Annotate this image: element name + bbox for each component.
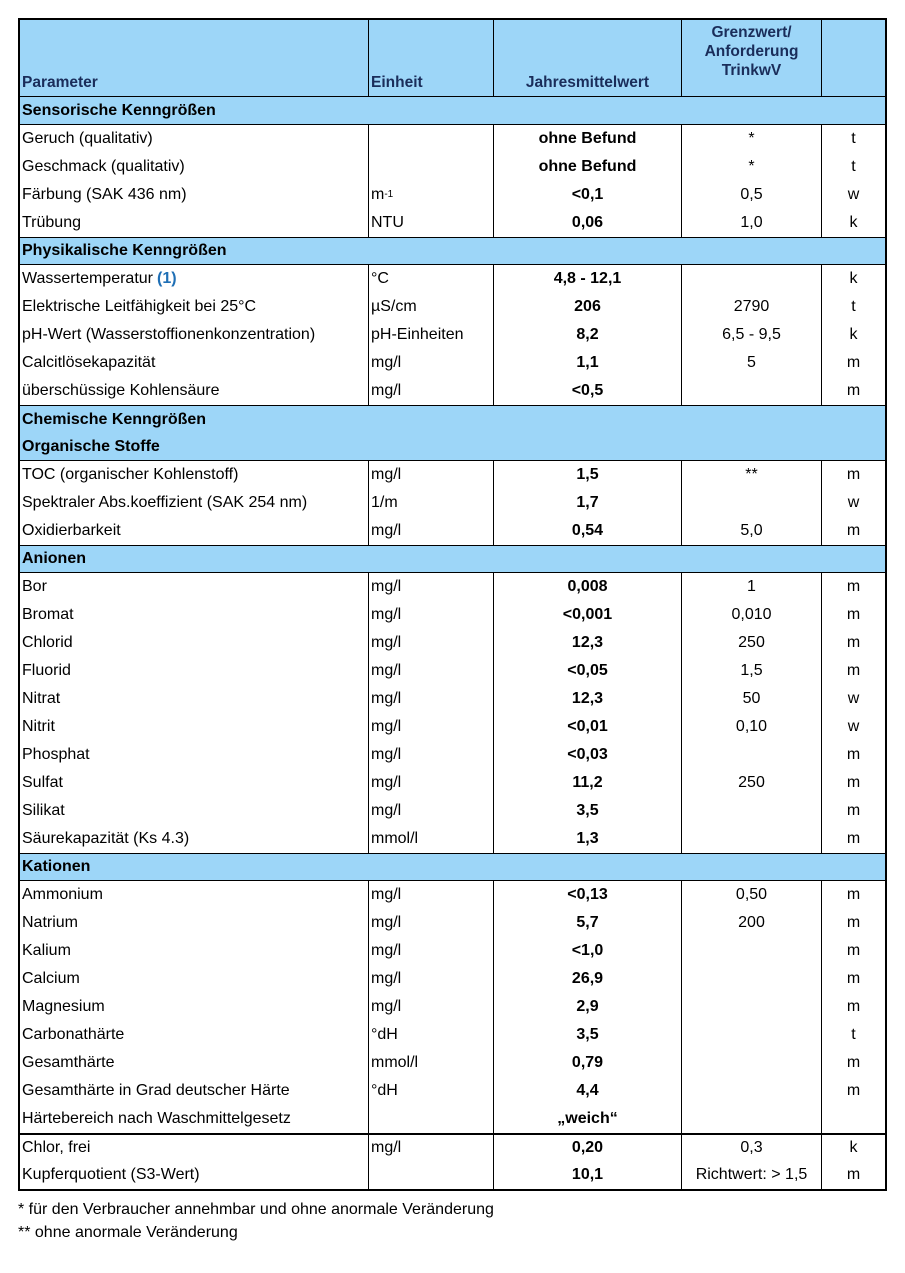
cell-value: 1,5 <box>494 461 682 489</box>
cell-unit: mg/l <box>369 797 494 825</box>
section-organisch: Organische Stoffe <box>20 433 885 461</box>
cell-limit <box>682 937 822 965</box>
cell-code: m <box>846 466 861 483</box>
cell-parameter <box>20 909 369 937</box>
cell-unit <box>369 153 494 181</box>
table-row <box>20 1049 885 1077</box>
cell-value: 1,1 <box>494 349 682 377</box>
footnote-ref: (1) <box>157 270 177 287</box>
cell-limit: 5,0 <box>682 517 822 545</box>
cell-code: m <box>846 1166 861 1183</box>
parameter-label: Säurekapazität (Ks 4.3) <box>22 830 190 847</box>
parameter-label: überschüssige Kohlensäure <box>22 382 220 399</box>
cell-code: w <box>847 494 860 511</box>
cell-limit: 0,010 <box>682 601 822 629</box>
cell-code: k <box>849 1139 858 1156</box>
table-row <box>20 713 885 741</box>
parameter-label: Gesamthärte in Grad deutscher Härte <box>22 1082 290 1099</box>
cell-parameter <box>20 573 369 601</box>
cell-parameter <box>20 601 369 629</box>
parameter-label: Sulfat <box>22 774 63 791</box>
cell-code: m <box>846 746 861 763</box>
cell-unit <box>369 1105 494 1133</box>
cell-limit <box>682 1105 822 1133</box>
cell-parameter <box>20 1135 369 1161</box>
parameter-label: Nitrit <box>22 718 55 735</box>
cell-limit <box>682 825 822 853</box>
cell-parameter <box>20 1077 369 1105</box>
table-row <box>20 797 885 825</box>
parameter-label: Chlorid <box>22 634 73 651</box>
cell-value: 1,7 <box>494 489 682 517</box>
cell-code: w <box>847 718 860 735</box>
cell-unit: °dH <box>369 1077 494 1105</box>
cell-parameter <box>20 657 369 685</box>
cell-value: ohne Befund <box>494 125 682 153</box>
cell-value: 0,06 <box>494 209 682 237</box>
cell-parameter <box>20 1021 369 1049</box>
cell-limit: 0,3 <box>682 1135 822 1161</box>
cell-parameter <box>20 293 369 321</box>
parameter-label: Kalium <box>22 942 71 959</box>
cell-code: w <box>847 690 860 707</box>
cell-code: t <box>851 158 856 175</box>
cell-code: t <box>851 1026 856 1043</box>
cell-parameter <box>20 769 369 797</box>
parameter-label: Elektrische Leitfähigkeit bei 25°C <box>22 298 257 315</box>
parameter-label: Chlor, frei <box>22 1139 91 1156</box>
cell-limit: 250 <box>682 629 822 657</box>
cell-limit: ** <box>682 461 822 489</box>
cell-limit <box>682 965 822 993</box>
table-row <box>20 993 885 1021</box>
cell-unit: mg/l <box>369 573 494 601</box>
cell-code: m <box>846 998 861 1015</box>
cell-unit: °dH <box>369 1021 494 1049</box>
header-grenzwert: Grenzwert/ Anforderung TrinkwV <box>682 20 822 96</box>
cell-code: m <box>846 970 861 987</box>
cell-value: 3,5 <box>494 797 682 825</box>
table-row <box>20 181 885 209</box>
cell-value: ohne Befund <box>494 153 682 181</box>
cell-unit: °C <box>369 265 494 293</box>
parameter-label: TOC (organischer Kohlenstoff) <box>22 466 239 483</box>
cell-code: t <box>851 130 856 147</box>
table-row <box>20 489 885 517</box>
header-einheit: Einheit <box>369 20 494 96</box>
parameter-label: pH-Wert (Wasserstoffionenkonzentration) <box>22 326 316 343</box>
cell-code: m <box>846 1082 861 1099</box>
cell-unit: mg/l <box>369 769 494 797</box>
cell-code: m <box>846 522 861 539</box>
parameter-label: Phosphat <box>22 746 90 763</box>
cell-code: m <box>846 382 861 399</box>
cell-code: m <box>846 662 861 679</box>
table-row <box>20 601 885 629</box>
cell-code: m <box>846 634 861 651</box>
section-chemisch: Chemische Kenngrößen <box>20 405 885 433</box>
footnote-2: ** ohne anormale Veränderung <box>18 1224 238 1241</box>
table-row <box>20 517 885 545</box>
cell-value: 5,7 <box>494 909 682 937</box>
table-row <box>20 1105 885 1133</box>
table-row <box>20 1021 885 1049</box>
cell-limit <box>682 1077 822 1105</box>
cell-unit: µS/cm <box>369 293 494 321</box>
cell-parameter <box>20 265 369 293</box>
cell-limit: 250 <box>682 769 822 797</box>
cell-value: 4,8 - 12,1 <box>494 265 682 293</box>
parameter-label: Oxidierbarkeit <box>22 522 121 539</box>
cell-value: 11,2 <box>494 769 682 797</box>
cell-value: 12,3 <box>494 685 682 713</box>
header-extra <box>822 20 885 96</box>
parameter-label: Trübung <box>22 214 81 231</box>
cell-code: m <box>846 1054 861 1071</box>
parameter-label: Geschmack (qualitativ) <box>22 158 185 175</box>
parameter-label: Wassertemperatur <box>22 270 153 287</box>
cell-parameter <box>20 713 369 741</box>
cell-unit: mmol/l <box>369 825 494 853</box>
table-row <box>20 321 885 349</box>
cell-code: w <box>847 186 860 203</box>
cell-unit: mg/l <box>369 937 494 965</box>
cell-limit: 1,0 <box>682 209 822 237</box>
cell-limit: * <box>682 153 822 181</box>
cell-parameter <box>20 377 369 405</box>
cell-limit <box>682 489 822 517</box>
cell-unit: mg/l <box>369 657 494 685</box>
table-row <box>20 153 885 181</box>
cell-unit: mg/l <box>369 349 494 377</box>
parameter-label: Ammonium <box>22 886 103 903</box>
cell-code: m <box>846 802 861 819</box>
cell-value: 10,1 <box>494 1161 682 1189</box>
cell-value: <1,0 <box>494 937 682 965</box>
cell-limit <box>682 265 822 293</box>
cell-parameter <box>20 461 369 489</box>
table-row <box>20 461 885 489</box>
cell-parameter <box>20 349 369 377</box>
cell-unit: mg/l <box>369 713 494 741</box>
cell-unit <box>369 1161 494 1189</box>
cell-parameter <box>20 489 369 517</box>
parameter-label: Silikat <box>22 802 65 819</box>
table-row <box>20 1077 885 1105</box>
table-row <box>20 937 885 965</box>
cell-limit <box>682 797 822 825</box>
cell-limit <box>682 1049 822 1077</box>
cell-limit <box>682 377 822 405</box>
cell-parameter <box>20 517 369 545</box>
cell-code: m <box>846 886 861 903</box>
cell-limit: 1,5 <box>682 657 822 685</box>
cell-limit: 6,5 - 9,5 <box>682 321 822 349</box>
cell-parameter <box>20 993 369 1021</box>
parameter-label: Geruch (qualitativ) <box>22 130 153 147</box>
cell-parameter <box>20 321 369 349</box>
cell-unit: mg/l <box>369 461 494 489</box>
cell-unit: mg/l <box>369 685 494 713</box>
parameter-label: Kupferquotient (S3-Wert) <box>22 1166 200 1183</box>
cell-limit: 1 <box>682 573 822 601</box>
cell-value: 0,20 <box>494 1135 682 1161</box>
table-row <box>20 125 885 153</box>
cell-limit <box>682 1021 822 1049</box>
section-kationen: Kationen <box>20 853 885 881</box>
section-sensorisch: Sensorische Kenngrößen <box>20 97 885 125</box>
parameter-label: Bromat <box>22 606 74 623</box>
table-row <box>20 825 885 853</box>
cell-unit: mg/l <box>369 965 494 993</box>
cell-value: <0,13 <box>494 881 682 909</box>
table-row <box>20 909 885 937</box>
cell-parameter <box>20 125 369 153</box>
cell-code: m <box>846 606 861 623</box>
footnote-1: * für den Verbraucher annehmbar und ohne anormale Veränderung <box>18 1201 494 1218</box>
cell-code: k <box>849 326 858 343</box>
cell-limit: 50 <box>682 685 822 713</box>
cell-value: 26,9 <box>494 965 682 993</box>
cell-code <box>822 1105 885 1133</box>
cell-unit: NTU <box>369 209 494 237</box>
section-physikalisch: Physikalische Kenngrößen <box>20 237 885 265</box>
parameter-label: Spektraler Abs.koeffizient (SAK 254 nm) <box>22 494 308 511</box>
cell-parameter <box>20 209 369 237</box>
cell-parameter <box>20 741 369 769</box>
cell-parameter <box>20 181 369 209</box>
parameter-label: Gesamthärte <box>22 1054 115 1071</box>
cell-limit: 0,5 <box>682 181 822 209</box>
table-row <box>20 881 885 909</box>
cell-unit: mg/l <box>369 909 494 937</box>
parameter-label: Magnesium <box>22 998 105 1015</box>
cell-value: „weich“ <box>494 1105 682 1133</box>
cell-parameter <box>20 629 369 657</box>
cell-code: k <box>849 270 858 287</box>
cell-unit: mg/l <box>369 741 494 769</box>
cell-value: 4,4 <box>494 1077 682 1105</box>
cell-code: m <box>846 354 861 371</box>
table-row <box>20 657 885 685</box>
cell-value: <0,1 <box>494 181 682 209</box>
parameter-label: Carbonathärte <box>22 1026 125 1043</box>
cell-limit <box>682 741 822 769</box>
table-row <box>20 209 885 237</box>
cell-unit: pH-Einheiten <box>369 321 494 349</box>
cell-value: <0,05 <box>494 657 682 685</box>
cell-unit: m -1 <box>369 181 494 209</box>
cell-unit: mg/l <box>369 629 494 657</box>
cell-limit: 5 <box>682 349 822 377</box>
cell-parameter <box>20 797 369 825</box>
cell-unit: mmol/l <box>369 1049 494 1077</box>
cell-unit <box>369 125 494 153</box>
cell-value: 0,54 <box>494 517 682 545</box>
parameter-label: Nitrat <box>22 690 61 707</box>
parameter-label: Natrium <box>22 914 79 931</box>
cell-value: 0,79 <box>494 1049 682 1077</box>
cell-value: 3,5 <box>494 1021 682 1049</box>
parameter-label: Fluorid <box>22 662 71 679</box>
cell-parameter <box>20 1105 369 1133</box>
cell-value: <0,001 <box>494 601 682 629</box>
cell-value: 206 <box>494 293 682 321</box>
cell-unit: 1/m <box>369 489 494 517</box>
cell-unit: mg/l <box>369 517 494 545</box>
cell-code: m <box>846 578 861 595</box>
cell-code: m <box>846 774 861 791</box>
cell-value: <0,03 <box>494 741 682 769</box>
parameter-label: Härtebereich nach Waschmittelgesetz <box>22 1110 291 1127</box>
cell-limit: 200 <box>682 909 822 937</box>
table-row <box>20 741 885 769</box>
table-row <box>20 573 885 601</box>
parameter-label: Calcium <box>22 970 80 987</box>
cell-parameter <box>20 881 369 909</box>
cell-limit: 2790 <box>682 293 822 321</box>
water-quality-table <box>18 18 887 1191</box>
cell-unit: mg/l <box>369 993 494 1021</box>
cell-parameter <box>20 153 369 181</box>
header-parameter: Parameter <box>20 20 369 96</box>
cell-limit: * <box>682 125 822 153</box>
cell-value: 2,9 <box>494 993 682 1021</box>
table-row <box>20 769 885 797</box>
cell-limit <box>682 993 822 1021</box>
cell-code: k <box>849 214 858 231</box>
table-row <box>20 1133 885 1161</box>
cell-parameter <box>20 965 369 993</box>
table-row <box>20 685 885 713</box>
cell-limit: Richtwert: > 1,5 <box>682 1161 822 1189</box>
cell-parameter <box>20 1049 369 1077</box>
cell-unit: mg/l <box>369 881 494 909</box>
cell-parameter <box>20 825 369 853</box>
table-row <box>20 349 885 377</box>
table-row <box>20 1161 885 1189</box>
table-row <box>20 293 885 321</box>
cell-code: m <box>846 914 861 931</box>
section-anionen: Anionen <box>20 545 885 573</box>
cell-parameter <box>20 685 369 713</box>
table-header <box>20 20 885 97</box>
cell-parameter <box>20 1161 369 1189</box>
header-jahresmittelwert: Jahresmittelwert <box>494 20 682 96</box>
table-row <box>20 265 885 293</box>
table-row <box>20 629 885 657</box>
cell-limit: 0,10 <box>682 713 822 741</box>
table-row <box>20 965 885 993</box>
cell-value: <0,01 <box>494 713 682 741</box>
cell-value: 12,3 <box>494 629 682 657</box>
cell-unit: mg/l <box>369 601 494 629</box>
cell-limit: 0,50 <box>682 881 822 909</box>
cell-code: m <box>846 830 861 847</box>
cell-unit: mg/l <box>369 1135 494 1161</box>
cell-code: m <box>846 942 861 959</box>
cell-value: 0,008 <box>494 573 682 601</box>
cell-parameter <box>20 937 369 965</box>
cell-code: t <box>851 298 856 315</box>
cell-unit: mg/l <box>369 377 494 405</box>
table-row <box>20 377 885 405</box>
parameter-label: Bor <box>22 578 47 595</box>
cell-value: 1,3 <box>494 825 682 853</box>
cell-value: <0,5 <box>494 377 682 405</box>
table-body <box>20 97 885 1189</box>
parameter-label: Calcitlösekapazität <box>22 354 156 371</box>
parameter-label: Färbung (SAK 436 nm) <box>22 186 187 203</box>
cell-value: 8,2 <box>494 321 682 349</box>
